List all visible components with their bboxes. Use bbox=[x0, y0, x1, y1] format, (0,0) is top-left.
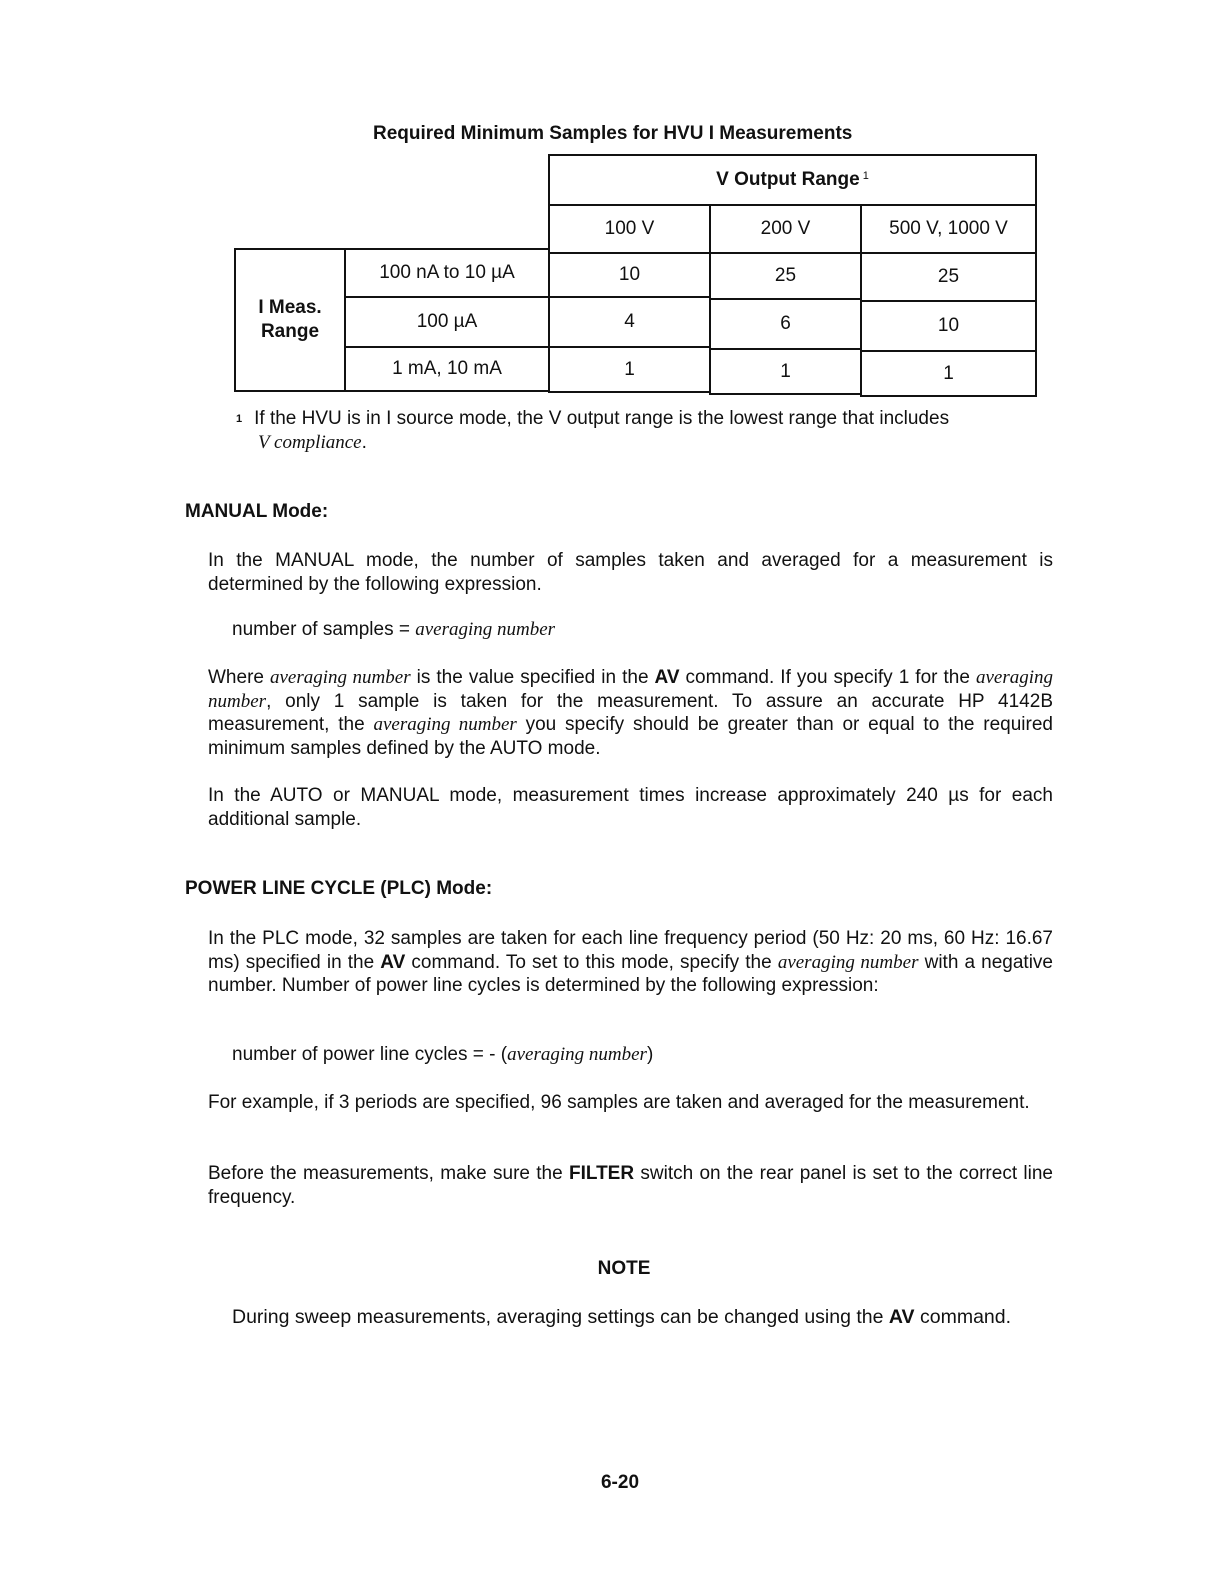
v-range-header-500v-1000v: 500 V, 1000 V bbox=[860, 204, 1037, 254]
table-cell: 1 bbox=[548, 346, 711, 393]
note-title: NOTE bbox=[597, 1258, 651, 1279]
i-range-row-label: 100 nA to 10 µA bbox=[344, 248, 550, 298]
manual-paragraph-1: In the MANUAL mode, the number of samples taken and averaged for a measurement is determined by the following expression. bbox=[208, 550, 1053, 595]
plc-expression: number of power line cycles = - (averaging number) bbox=[232, 1044, 654, 1065]
plc-mode-heading: POWER LINE CYCLE (PLC) Mode: bbox=[185, 878, 493, 899]
plc-paragraph-3: Before the measurements, make sure the FILTER switch on the rear panel is set to the correct line frequency. bbox=[208, 1163, 1053, 1208]
table-cell: 25 bbox=[860, 252, 1037, 302]
manual-mode-heading: MANUAL Mode: bbox=[185, 501, 329, 522]
table-cell: 6 bbox=[709, 298, 862, 350]
plc-paragraph-1: In the PLC mode, 32 samples are taken for each line frequency period (50 Hz: 20 ms, 60 Hz: 16.67 ms) specified in the AV command. To set to this mode, specify the averaging number with a negative number. Number of power line cycles is determined by the following expression: bbox=[208, 928, 1054, 996]
manual-paragraph-3: In the AUTO or MANUAL mode, measurement times increase approximately 240 µs for each additional sample. bbox=[208, 785, 1053, 830]
table-cell: 10 bbox=[860, 300, 1037, 352]
i-range-row-label: 1 mA, 10 mA bbox=[344, 346, 550, 392]
table-title: Required Minimum Samples for HVU I Measurements bbox=[373, 123, 853, 144]
table-cell: 25 bbox=[709, 252, 862, 300]
v-output-range-header: V Output Range $^1$ bbox=[548, 154, 1037, 206]
manual-expression: number of samples = averaging number bbox=[232, 619, 556, 640]
manual-paragraph-2: Where averaging number is the value specified in the AV command. If you specify 1 for the averaging number, only 1 sample is taken for the measurement. To assure an accurate HP 4142B measurement, the averaging number you specify should be greater than or equal to the required minimum samples defined by the AUTO mode. bbox=[208, 667, 1053, 759]
v-range-header-100v: 100 V bbox=[548, 204, 711, 254]
note-text: During sweep measurements, averaging settings can be changed using the AV command. bbox=[232, 1306, 1012, 1328]
v-range-header-200v: 200 V bbox=[709, 204, 862, 254]
plc-paragraph-2: For example, if 3 periods are specified, 96 samples are taken and averaged for the measurement. bbox=[208, 1092, 1030, 1113]
table-footnote: $^1$ If the HVU is in I source mode, the V output range is the lowest range that includes V compliance. bbox=[236, 408, 950, 453]
i-range-row-label: 100 µA bbox=[344, 296, 550, 348]
i-meas-range-label: I Meas. Range bbox=[234, 248, 346, 392]
table-cell: 10 bbox=[548, 252, 711, 298]
table-cell: 1 bbox=[709, 348, 862, 395]
page-number: 6-20 bbox=[600, 1472, 640, 1493]
table-cell: 1 bbox=[860, 350, 1037, 397]
footnote-mark: 1 bbox=[862, 170, 869, 182]
table-cell: 4 bbox=[548, 296, 711, 348]
